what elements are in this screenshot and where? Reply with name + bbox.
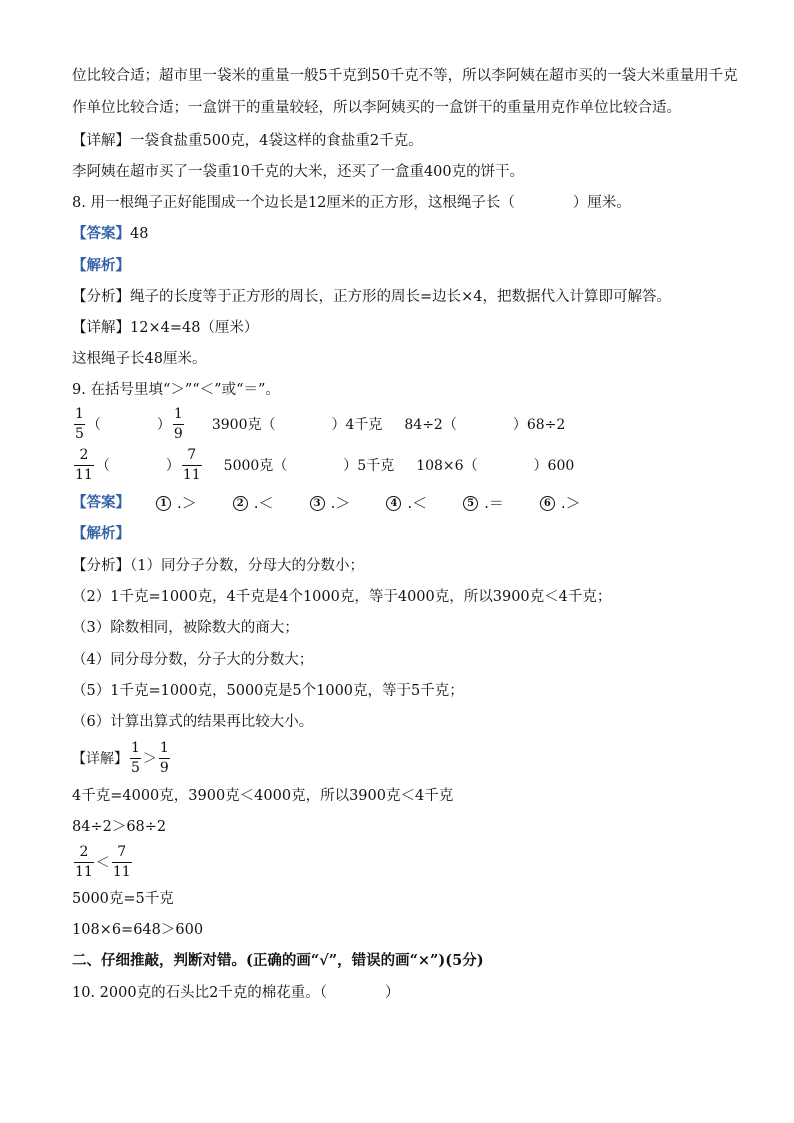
- comparison-symbol: ＞: [142, 751, 157, 767]
- comparison-symbol: ＜: [95, 855, 110, 871]
- fraction: $\frac{2}{11}$: [75, 843, 93, 880]
- analysis-label: 【分析】: [72, 289, 130, 305]
- comparison-item: 3900克（ ）4千克: [211, 417, 383, 433]
- detail-line: 108×6=648＞600: [72, 922, 204, 938]
- text-line: 位比较合适；超市里一袋米的重量一般5千克到50千克不等，所以李阿姨在超市买的一袋大米重量用千克: [72, 68, 738, 84]
- detail-tag: 【详解】: [72, 133, 130, 149]
- text-line: 作单位比较合适；一盒饼干的重量较轻，所以李阿姨买的一盒饼干的重量用克作单位比较合适。: [72, 100, 681, 116]
- answer-tag: 【答案】: [72, 494, 130, 511]
- detail-line: 4千克=4000克，3900克＜4000克，所以3900克＜4千克: [72, 788, 454, 804]
- answer-item: 1 .＞: [156, 493, 197, 513]
- detail-text: 12×4=48（厘米）: [130, 320, 259, 336]
- answer-item: 3 .＞: [310, 493, 351, 513]
- analysis-text: （1）同分子分数，分母大的分数小；: [130, 558, 364, 574]
- answer-line: [72, 224, 148, 244]
- detail-tag: 【详解】: [72, 751, 128, 767]
- fraction: $\frac{1}{5}$: [131, 739, 140, 776]
- analysis-line: （5）1千克=1000克，5000克是5个1000克，等于5千克；: [72, 683, 464, 699]
- question-9: 9. 在括号里填“＞”“＜”或“＝”。: [72, 382, 280, 398]
- blank-paren: （ ）: [86, 417, 171, 433]
- answer-value: 48: [130, 226, 149, 242]
- detail-line: [72, 840, 134, 884]
- q9-row-1: [72, 402, 565, 446]
- fraction: $\frac{1}{5}$: [75, 405, 84, 442]
- analysis-line: （2）1千克=1000克，4千克是4个1000克，等于4000克，所以3900克＜4千克；: [72, 589, 612, 605]
- fraction: $\frac{7}{11}$: [112, 843, 131, 880]
- analysis-line: [72, 556, 364, 576]
- analysis-tag: 【解析】: [72, 257, 130, 274]
- analysis-line: [72, 287, 671, 307]
- detail-tag: 【详解】: [72, 320, 130, 336]
- comparison-item: 108×6（ ）600: [416, 458, 575, 474]
- comparison-item: 5000克（ ）5千克: [223, 458, 395, 474]
- question-8: 8. 用一根绳子正好能围成一个边长是12厘米的正方形，这根绳子长（ ）厘米。: [72, 195, 631, 211]
- answer-tag: 【答案】: [72, 225, 130, 242]
- detail-text: 一袋食盐重500克，4袋这样的食盐重2千克。: [130, 133, 423, 149]
- analysis-line: （3）除数相同，被除数大的商大；: [72, 620, 299, 636]
- question-10: 10. 2000克的石头比2千克的棉花重。（ ）: [72, 985, 400, 1001]
- fraction: $\frac{1}{9}$: [159, 739, 169, 776]
- comparison-item: 84÷2（ ）68÷2: [404, 417, 566, 433]
- detail-line: [72, 318, 258, 338]
- analysis-label: 【分析】: [72, 558, 130, 574]
- text-line: [72, 131, 423, 151]
- answer-item: 6 .＞: [540, 493, 581, 513]
- section-heading: 二、仔细推敲，判断对错。(正确的画“√”，错误的画“×”)(5分): [72, 952, 484, 969]
- answer-item: 2 .＜: [233, 493, 274, 513]
- analysis-line: （6）计算出算式的结果再比较大小。: [72, 714, 314, 730]
- detail-line: 84÷2＞68÷2: [72, 819, 167, 835]
- detail-line: 5000克=5千克: [72, 891, 174, 907]
- analysis-tag: 【解析】: [72, 525, 130, 542]
- fraction: $\frac{2}{11}$: [75, 446, 93, 483]
- q9-row-2: [72, 443, 574, 487]
- answer-item: 5 .＝: [463, 493, 504, 513]
- text-line: 这根绳子长48厘米。: [72, 351, 207, 367]
- fraction: $\frac{1}{9}$: [173, 405, 183, 442]
- text-line: 李阿姨在超市买了一袋重10千克的大米，还买了一盒重400克的饼干。: [72, 164, 525, 180]
- analysis-text: 绳子的长度等于正方形的周长，正方形的周长=边长×4，把数据代入计算即可解答。: [130, 289, 672, 305]
- q9-answer-line: [72, 493, 617, 513]
- detail-line: [72, 736, 172, 780]
- answer-item: 4 .＜: [386, 493, 427, 513]
- analysis-line: （4）同分母分数，分子大的分数大；: [72, 652, 314, 668]
- fraction: $\frac{7}{11}$: [182, 446, 201, 483]
- blank-paren: （ ）: [95, 458, 180, 474]
